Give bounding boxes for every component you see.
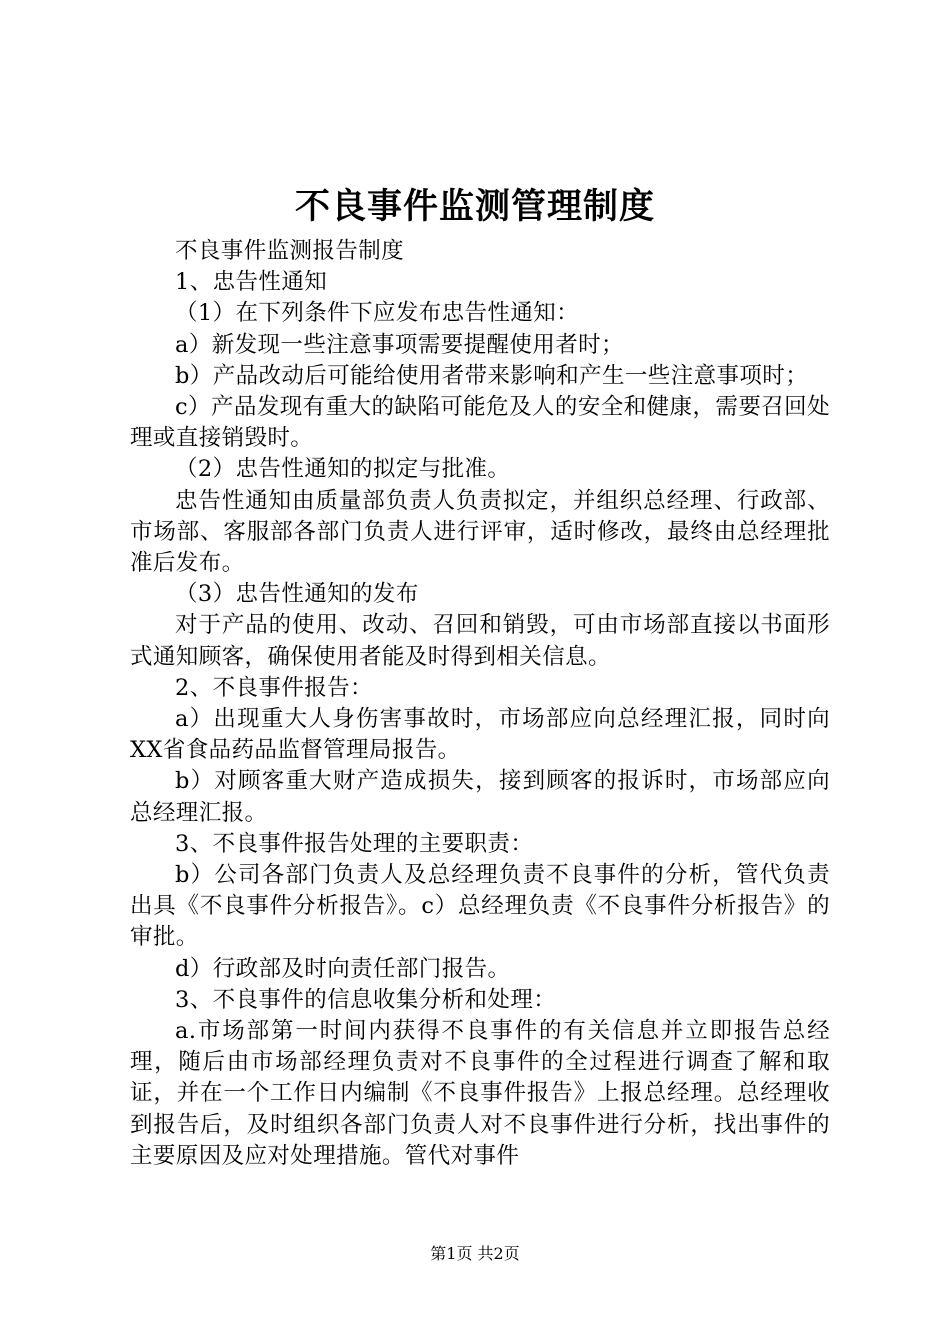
list-item-a: a）新发现一些注意事项需要提醒使用者时；: [175, 331, 624, 358]
subsection-heading-drafting: （2）忠告性通知的拟定与批准。: [175, 456, 511, 483]
subsection-heading-conditions: （1）在下列条件下应发布忠告性通知：: [175, 300, 580, 327]
list-item-responsibility-bc: b）公司各部门负责人及总经理负责不良事件的分析，管代负责出具《不良事件分析报告》。c）总经理负责《不良事件分析报告》的审批。: [130, 862, 830, 951]
document-body: [130, 236, 830, 1172]
section-heading-adverse-report: 2、不良事件报告：: [175, 674, 373, 701]
section-heading-responsibilities: 3、不良事件报告处理的主要职责：: [175, 830, 534, 857]
subsection-heading-release: （3）忠告性通知的发布: [175, 581, 419, 608]
paragraph-subtitle: 不良事件监测报告制度: [175, 238, 405, 264]
paragraph-info-collection: a.市场部第一时间内获得不良事件的有关信息并立即报告总经理，随后由市场部经理负责对不良事件的全过程进行调查了解和取证，并在一个工作日内编制《不良事件报告》上报总经理。总经理收到报告后，及时组织各部门负责人对不良事件进行分析，找出事件的主要原因及应对处理措施。管代对事件: [130, 1018, 830, 1169]
section-heading-info-collection: 3、不良事件的信息收集分析和处理：: [175, 986, 557, 1013]
list-item-report-b: b）对顾客重大财产造成损失，接到顾客的报诉时，市场部应向总经理汇报。: [130, 768, 830, 826]
page-footer: 第1页 共2页: [430, 1244, 520, 1263]
list-item-responsibility-d: d）行政部及时向责任部门报告。: [175, 955, 511, 982]
section-heading-advisory-notice: 1、忠告性通知: [175, 269, 328, 296]
list-item-report-a: a）出现重大人身伤害事故时，市场部应向总经理汇报，同时向XX省食品药品监督管理局报告。: [130, 706, 830, 764]
paragraph-drafting: 忠告性通知由质量部负责人负责拟定，并组织总经理、行政部、市场部、客服部各部门负责人进行评审，适时修改，最终由总经理批准后发布。: [130, 487, 830, 577]
document-title: 不良事件监测管理制度: [294, 186, 655, 227]
list-item-c: c）产品发现有重大的缺陷可能危及人的安全和健康，需要召回处理或直接销毁时。: [130, 394, 830, 452]
list-item-b: b）产品改动后可能给使用者带来影响和产生一些注意事项时；: [175, 362, 809, 389]
paragraph-release: 对于产品的使用、改动、召回和销毁，可由市场部直接以书面形式通知顾客，确保使用者能及时得到相关信息。: [130, 612, 830, 670]
